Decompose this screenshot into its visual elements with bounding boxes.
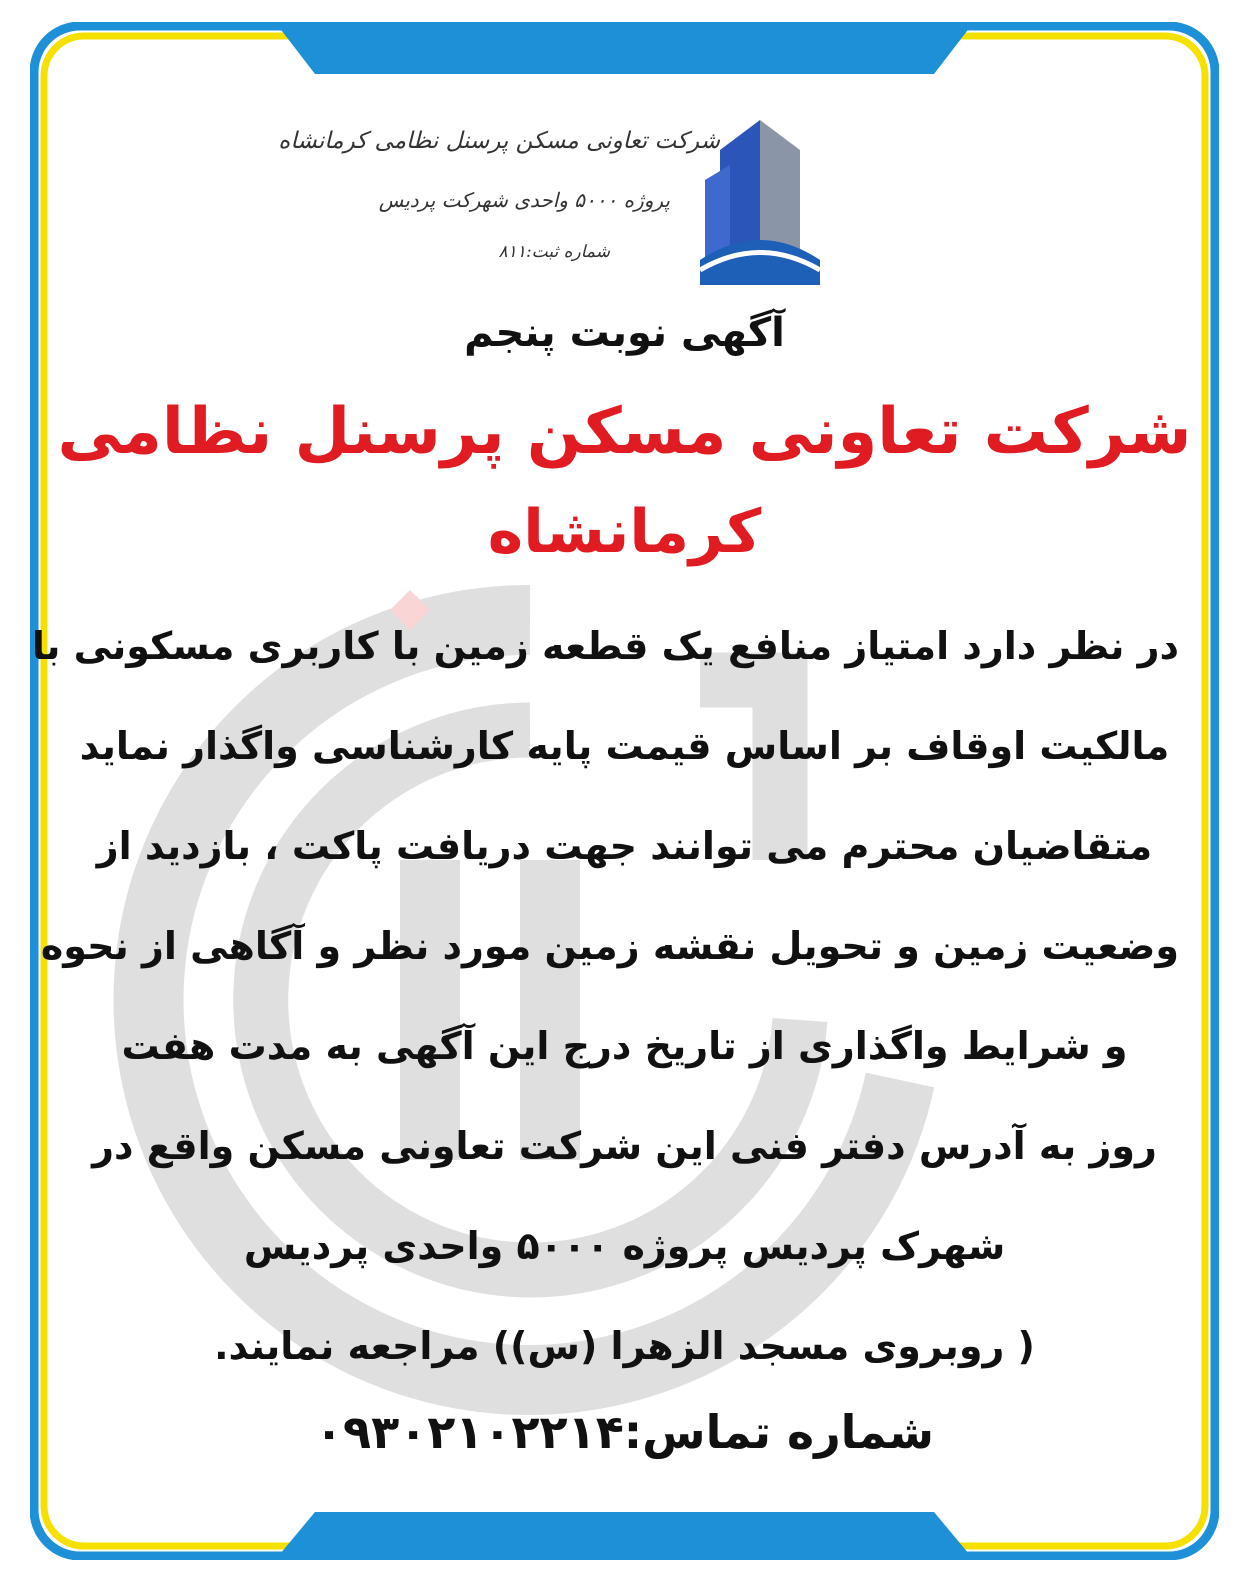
- body-line: وضعیت زمین و تحویل نقشه زمین مورد نظر و آگاهی از نحوه: [40, 924, 1179, 968]
- body-line: روز به آدرس دفتر فنی این شرکت تعاونی مسکن واقع در: [92, 1124, 1157, 1168]
- body-line: متقاضیان محترم می توانند جهت دریافت پاکت ، بازدید از: [96, 824, 1153, 868]
- body-line: شهرک پردیس پروژه ۵۰۰۰ واحدی پردیس: [243, 1224, 1006, 1268]
- logo-company-name: شرکت تعاونی مسکن پرسنل نظامی کرمانشاه: [278, 128, 720, 154]
- logo-project-name: پروژه ۵۰۰۰ واحدی شهرکت پردیس: [378, 188, 670, 212]
- company-name-line1: شرکت تعاونی مسکن پرسنل نظامی: [57, 395, 1192, 469]
- body-line: در نظر دارد امتیاز منافع یک قطعه زمین با کاربری مسکونی با: [31, 624, 1179, 668]
- body-line: و شرایط واگذاری از تاریخ درج این آگهی به مدت هفت: [121, 1024, 1128, 1068]
- notice-body: [31, 610, 1179, 1410]
- company-name-line2: کرمانشاه: [487, 497, 762, 567]
- company-logo: [278, 110, 820, 285]
- contact-number[interactable]: شماره تماس:۰۹۳۰۲۱۰۲۲۱۴: [314, 1405, 935, 1459]
- body-line: مالکیت اوقاف بر اساس قیمت پایه کارشناسی واگذار نماید: [79, 724, 1170, 768]
- body-line: ( روبروی مسجد الزهرا (س)) مراجعه نمایند.: [214, 1324, 1035, 1368]
- notice-title: آگهی نوبت پنجم: [464, 310, 785, 356]
- logo-registration-number: شماره ثبت:۸۱۱: [498, 242, 610, 262]
